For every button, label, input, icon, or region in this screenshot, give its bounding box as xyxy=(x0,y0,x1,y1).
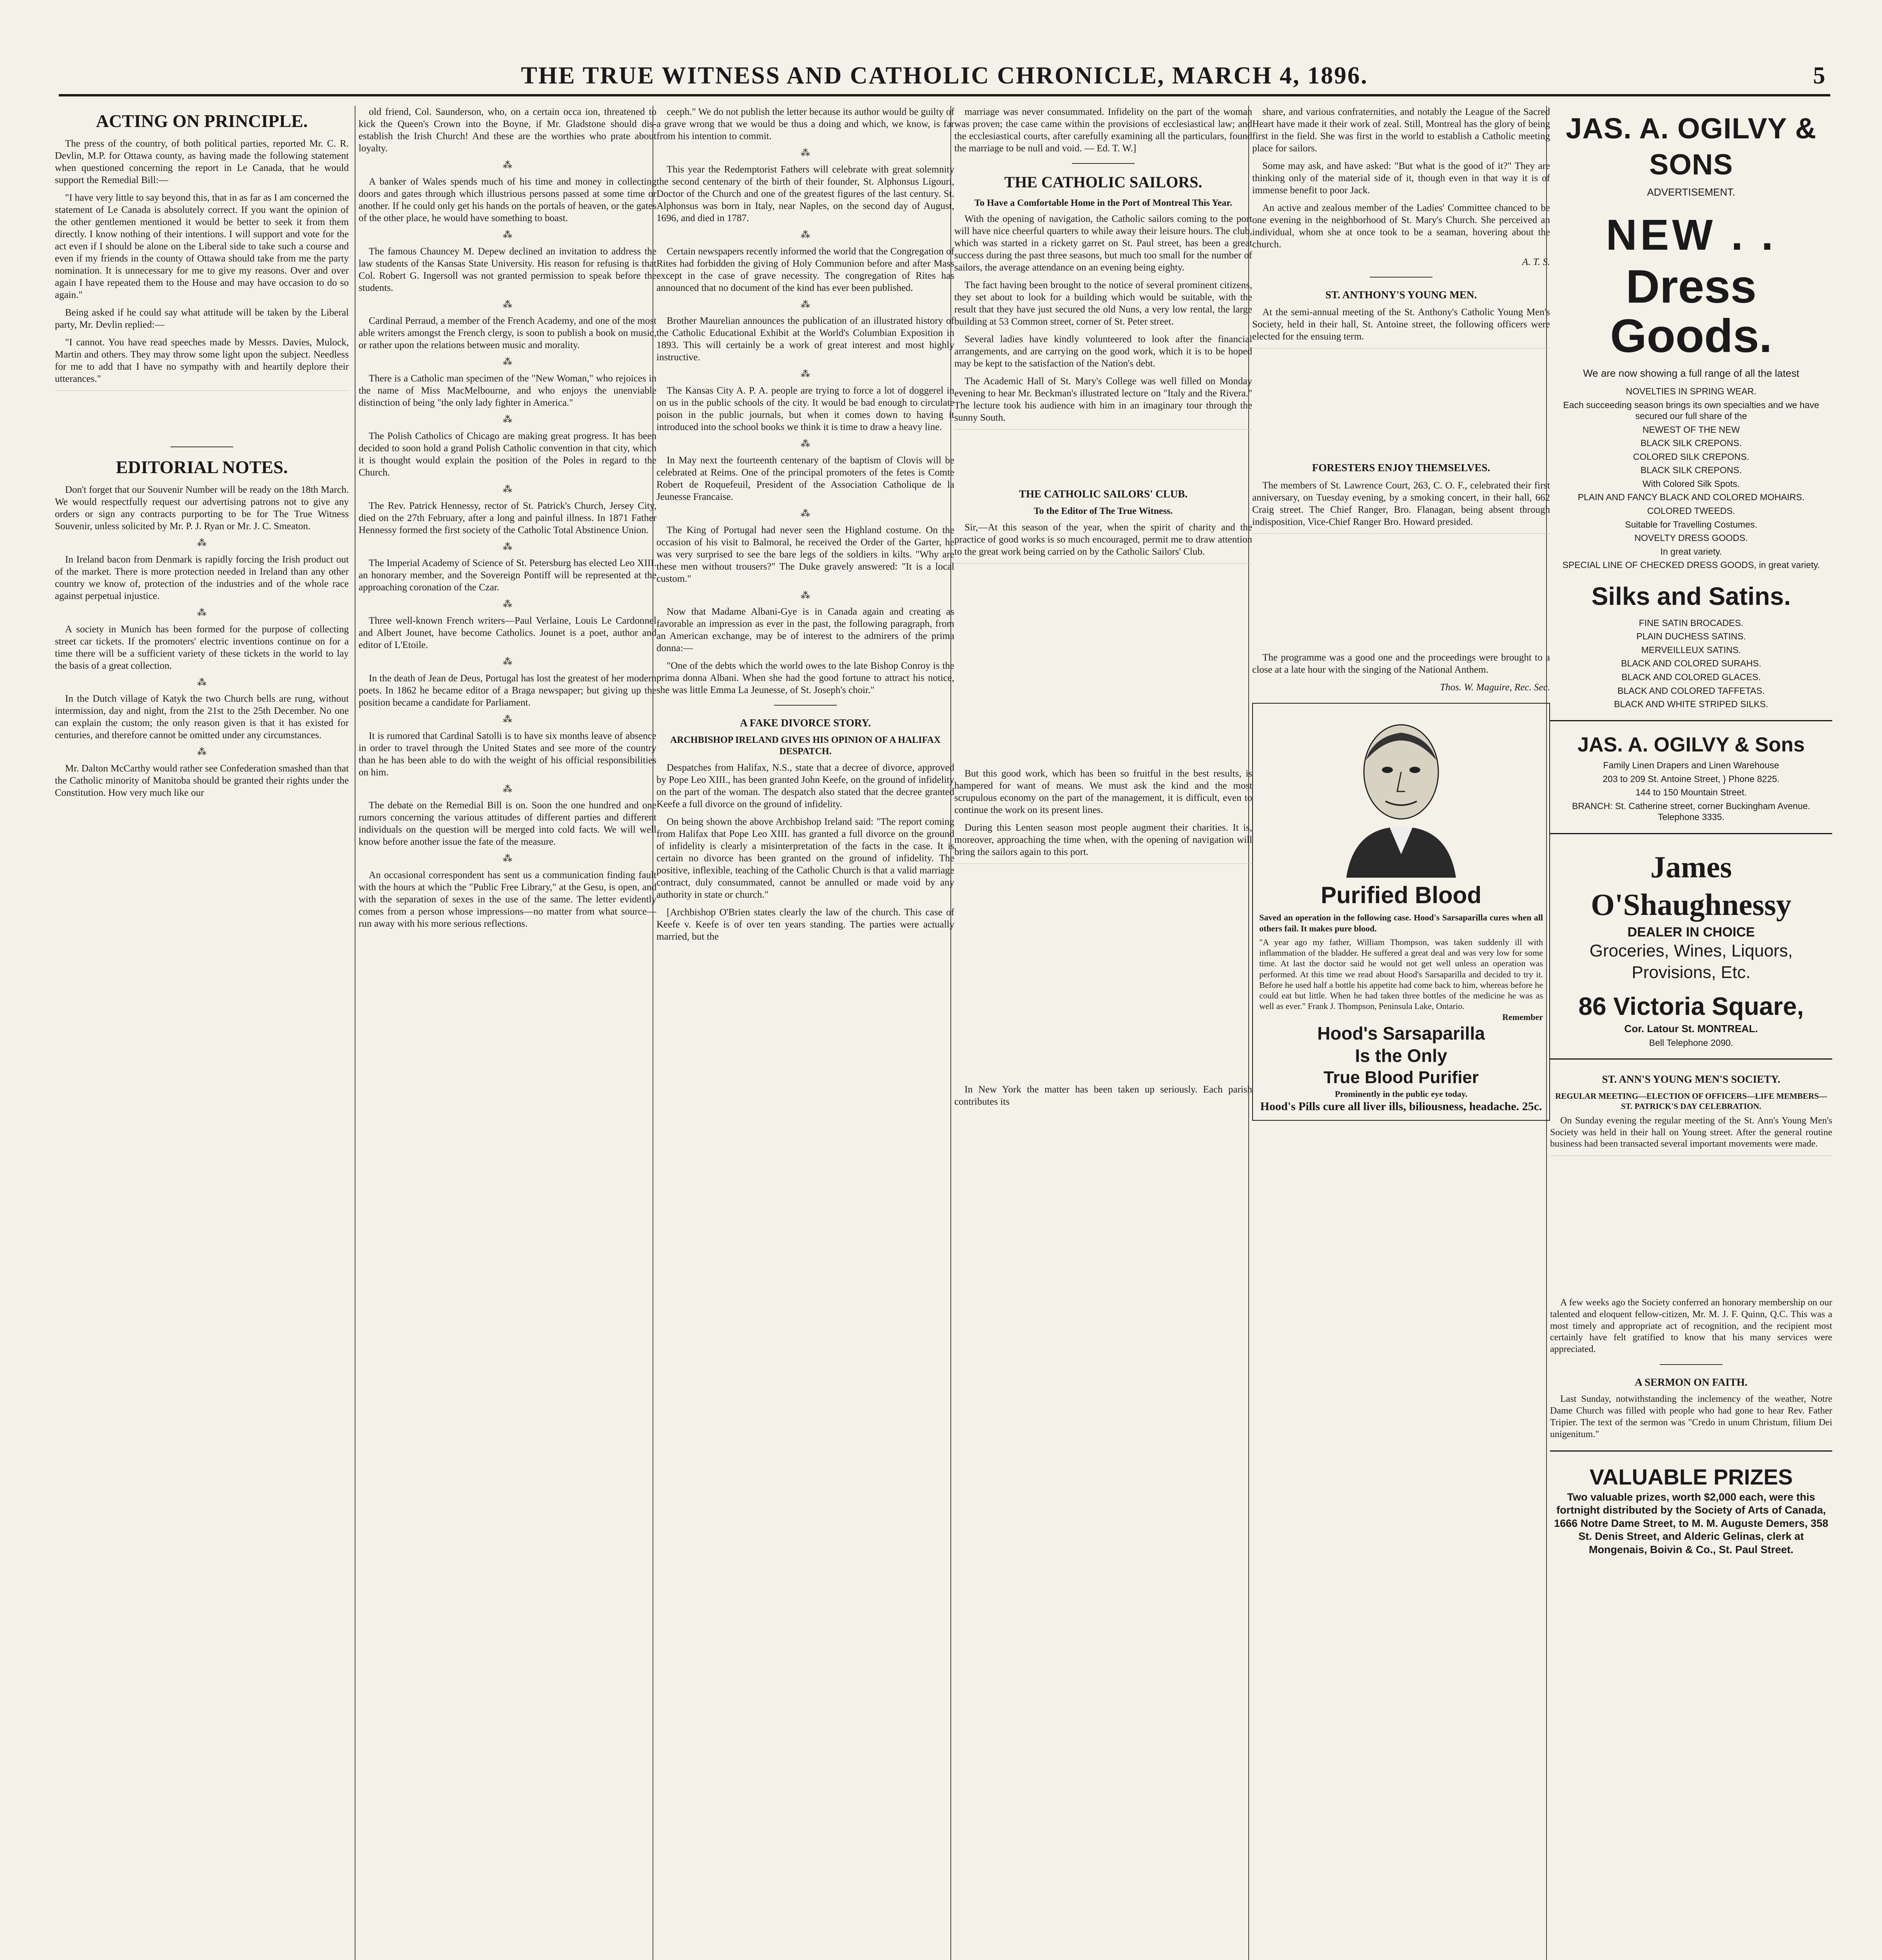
ogilvy-line: Suitable for Travelling Costumes. xyxy=(1625,519,1757,530)
asterism: ⁂ xyxy=(503,299,512,310)
article-signature: Thos. W. Maguire, Rec. Sec. xyxy=(1440,682,1550,693)
column-6-advertisements xyxy=(1550,106,1832,1960)
ogilvy-line: SPECIAL LINE OF CHECKED DRESS GOODS, in great variety. xyxy=(1562,560,1820,570)
headline-sermon-on-faith: A SERMON ON FAITH. xyxy=(1635,1376,1748,1388)
letter-paragraph: But this good work, which has been so fruitful in the best results, is hampered for want of means. We must ask the kind and the most scrupulous economy on the part of the management, it is difficult, even to continue the work on its present lines. xyxy=(954,768,1252,815)
separator xyxy=(170,446,233,447)
ogilvy-line: BLACK SILK CREPONS. xyxy=(1640,438,1742,448)
letter-paragraph: An active and zealous member of the Ladies' Committee chanced to be one evening in the neighborhood of St. Mary's Church. She perceived an individual, whom she at once took to be a seaman, hovering about the church. xyxy=(1252,203,1550,250)
headline-sailors-club: THE CATHOLIC SAILORS' CLUB. xyxy=(1019,488,1188,500)
ogilvy-address-line: 144 to 150 Mountain Street. xyxy=(1635,787,1747,798)
editorial-note: An occasional correspondent has sent us a communication finding fault with the hours at which the "Public Free Library," at the Gesu, is open, and with the separation of sexes in the use of the same. The letter evidently comes from a person whose impressions—no matter from what source—run away with his more serious reflections. xyxy=(359,870,656,929)
silk-line: BLACK AND COLORED SURAHS. xyxy=(1621,658,1761,669)
letter-paragraph: Some may ask, and have asked: "But what is the good of it?" They are thinking only of the material side of it, though even in that way it is of immense benefit to poor Jack. xyxy=(1252,161,1550,196)
headline-st-anns: ST. ANN'S YOUNG MEN'S SOCIETY. xyxy=(1602,1073,1780,1085)
article-paragraph: On being shown the above Archbishop Ireland said: "The report coming from Halifax that Pope Leo XIII. has granted a full divorce on the ground of infidelity is clearly a misinterpretation of the facts in the case. It is certain no divorce has been granted on the ground of infidelity. The positive, inflexible, teaching of the Catholic Church is that a valid marriage contract, duly consummated, cannot be annulled or made void by any authority in state or church." xyxy=(656,817,954,900)
asterism: ⁂ xyxy=(801,590,810,601)
asterism: ⁂ xyxy=(503,854,512,864)
page-number: 5 xyxy=(1813,62,1826,89)
letter-salutation: To the Editor of The True Witness. xyxy=(1033,506,1173,516)
advertisement-label: ADVERTISEMENT. xyxy=(1647,186,1735,198)
editorial-note: Certain newspapers recently informed the world that the Congregation of Rites had forbidden the giving of Holy Communion before and after Mass except in the case of grave necessity. The congregation of Rites has announced that no document of the kind has ever been published. xyxy=(656,246,954,293)
prizes-heading: VALUABLE PRIZES xyxy=(1589,1465,1793,1490)
headline-editorial-notes: EDITORIAL NOTES. xyxy=(116,457,288,477)
headline-fake-divorce-story: A FAKE DIVORCE STORY. xyxy=(740,717,871,729)
editorial-note: In May next the fourteenth centenary of the baptism of Clovis will be celebrated at Reims. One of the principal promoters of the fetes is Comte Robert de Roquefeuil, President of the Association Catholique de la Jeunesse Francaise. xyxy=(656,455,954,502)
asterism: ⁂ xyxy=(503,657,512,667)
illegible-text-region xyxy=(55,390,349,438)
illegible-text-region xyxy=(954,864,1252,1083)
editorial-note: Now that Madame Albani-Gye is in Canada again and creating as favorable an impression as ever in the past, the following paragraph, from an American exchange, may be of interest to the admirers of the prima donna:— xyxy=(656,606,954,654)
asterism: ⁂ xyxy=(503,714,512,725)
silks-heading: Silks and Satins. xyxy=(1591,582,1791,610)
ad-remember: Remember xyxy=(1502,1012,1543,1022)
subheadline: REGULAR MEETING—ELECTION OF OFFICERS—LIFE MEMBERS—ST. PATRICK'S DAY CELEBRATION. xyxy=(1555,1091,1827,1111)
ogilvy-heading: JAS. A. OGILVY & SONS xyxy=(1566,112,1817,181)
letter-paragraph: During this Lenten season most people augment their charities. It is, moreover, approaching the time when, with the opening of navigation will bring the sailors again to this port. xyxy=(954,822,1252,857)
editorial-note: Cardinal Perraud, a member of the French Academy, and one of the most able writers amongst the French clergy, is soon to publish a book on music, or rather upon the relations between music and morality. xyxy=(359,316,656,351)
article-paragraph: marriage was never consummated. Infidelity on the part of the woman was proven; the case came within the provisions of ecclesiastical law; and the ecclesiastical courts, after carefully examining all the particulars, found the marriage to be null and void. — Ed. T. W.] xyxy=(954,107,1252,154)
asterism: ⁂ xyxy=(801,439,810,449)
separator xyxy=(1072,163,1135,164)
illegible-text-region xyxy=(954,429,1252,477)
editorial-note: The debate on the Remedial Bill is on. Soon the one hundred and one rumors concerning the various attitudes of different parties and different individuals on the question will be merged into cold facts. We will well know before another issue the fate of the measure. xyxy=(359,800,656,848)
ogilvy-address-block xyxy=(1550,720,1832,823)
new-label: NEW . . xyxy=(1606,211,1777,259)
ad-is-the-only: Is the Only xyxy=(1355,1045,1447,1066)
silk-line: PLAIN DUCHESS SATINS. xyxy=(1636,631,1746,642)
ogilvy-line: BLACK SILK CREPONS. xyxy=(1640,465,1742,475)
ogilvy-intro: We are now showing a full range of all the latest xyxy=(1583,367,1799,379)
separator xyxy=(774,705,837,706)
asterism: ⁂ xyxy=(197,538,207,549)
ogilvy-address-line: BRANCH: St. Catherine street, corner Buckingham Avenue. Telephone 3335. xyxy=(1572,800,1811,822)
masthead xyxy=(59,59,1830,96)
asterism: ⁂ xyxy=(801,508,810,519)
asterism: ⁂ xyxy=(503,542,512,552)
article-paragraph: The members of St. Lawrence Court, 263, C. O. F., celebrated their first anniversary, on Tuesday evening, by a smoking concert, in their hall, 662 Craig street. The Chief Ranger, Bro. Flanagan, being absent through indisposition, Vice-Chief Ranger Bro. Howard presided. xyxy=(1252,480,1550,527)
victoria-square-address: 86 Victoria Square, xyxy=(1578,992,1804,1021)
article-paragraph: A few weeks ago the Society conferred an honorary membership on our talented and eloquent fellow-citizen, Mr. M. J. F. Quinn, Q.C. This was a most timely and appropriate act of recognition, and the recipient most certainly have felt gratified to know that his many services were appreciated. xyxy=(1550,1298,1832,1355)
groceries-label: Groceries, Wines, Liquors, Provisions, Etc. xyxy=(1589,941,1793,982)
editorial-note: Three well-known French writers—Paul Verlaine, Louis Le Cardonnel and Albert Jounet, have become Catholics. Jounet is a poet, author and editor of L'Etoile. xyxy=(359,615,656,650)
silk-line: BLACK AND COLORED GLACES. xyxy=(1621,672,1761,682)
asterism: ⁂ xyxy=(503,357,512,368)
illegible-text-region xyxy=(1252,534,1550,652)
letter-signature: A. T. S. xyxy=(1522,257,1550,267)
editorial-note: The Kansas City A. P. A. people are trying to force a lot of doggerel in on us in the public schools of the city. It would be bad enough to circulate poison in the public journals, but when it comes down to having it introduced into the school books we think it is time to draw a heavy line. xyxy=(656,385,954,432)
prizes-text: Two valuable prizes, worth $2,000 each, were this fortnight distributed by the Society of Arts of Canada, 1666 Notre Dame Street, to M. M. Auguste Demers, 358 St. Denis Street, and Alderic Gelinas, clerk at Mongenais, Boivin & Co., St. Paul Street. xyxy=(1554,1491,1828,1555)
ad-subtitle: Saved an operation in the following case. Hood's Sarsaparilla cures when all others fail. It makes pure blood. xyxy=(1259,913,1543,933)
ogilvy-address-line: 203 to 209 St. Antoine Street, } Phone 8225. xyxy=(1603,773,1780,784)
editorial-note: It is rumored that Cardinal Satolli is to have six months leave of absence in order to travel through the United States and see more of the country than he has been able to do with the weight of his official responsibilities on him. xyxy=(359,730,656,778)
asterism: ⁂ xyxy=(503,415,512,425)
article-quote: "I cannot. You have read speeches made by Messrs. Davies, Mulock, Martin and others. They may throw some light upon the subject. Needless for me to add that I have no sympathy with and heartily deplore their utterances." xyxy=(55,337,349,385)
article-quote: "I have very little to say beyond this, that in as far as I am concerned the statement of Le Canada is absolutely correct. If you want the opinion of the other gentlemen mentioned it would be better to seek it from them directly. I know nothing of their intentions. I will support and vote for the act even if I should be alone on the Liberal side to take such a course and even if my friends in the county of Ottawa should take from me the party nomination. It is unnecessary for me to give my reasons. Over and over again I have repeated them to the House and may have occasion to do so again." xyxy=(55,192,349,301)
asterism: ⁂ xyxy=(197,608,207,618)
asterism: ⁂ xyxy=(801,148,810,158)
letter-paragraph: In New York the matter has been taken up seriously. Each parish contributes its xyxy=(954,1084,1252,1107)
article-paragraph: Last Sunday, notwithstanding the inclemency of the weather, Notre Dame Church was filled with people who had gone to hear Rev. Father Tripier. The text of the sermon was "Credo in unum Christum, filium Dei unigenitum." xyxy=(1550,1394,1832,1439)
headline-foresters: FORESTERS ENJOY THEMSELVES. xyxy=(1312,462,1490,474)
prizes-notice xyxy=(1550,1450,1832,1556)
asterism: ⁂ xyxy=(503,484,512,495)
article-paragraph: Several ladies have kindly volunteered to look after the financial arrangements, and are carrying on the good work, which it is to be hoped may be kept to the satisfaction of the Nation's debt. xyxy=(954,334,1252,369)
ogilvy-line: NEWEST OF THE NEW xyxy=(1642,424,1740,435)
illegible-text-region xyxy=(1252,348,1550,450)
asterism: ⁂ xyxy=(801,230,810,240)
article-quote: "One of the debts which the world owes to the late Bishop Conroy is the prima donna Albani. When she had the good fortune to attract his notice, she was little Emma La Jeunesse, of St. Joseph's choir." xyxy=(656,661,954,696)
headline-catholic-sailors: THE CATHOLIC SAILORS. xyxy=(1004,173,1202,191)
editorial-note: There is a Catholic man specimen of the "New Woman," who rejoices in the name of Miss MacMelbourne, and who enjoys the unenviable distinction of being "the only lady fighter in America." xyxy=(359,373,656,408)
article-paragraph: Despatches from Halifax, N.S., state that a decree of divorce, approved by Pope Leo XIII., has been granted John Keefe, on the ground of infidelity on the part of the woman. The despatch also stated that the decree granted Keefe a full divorce on the ground of infidelity. xyxy=(656,762,954,810)
asterism: ⁂ xyxy=(503,599,512,610)
letter-paragraph: share, and various confraternities, and notably the League of the Sacred Heart have made it their work of zeal. Still, Montreal has the glory of being first in the field. She was first in the world to establish a Catholic meeting place for sailors. xyxy=(1252,107,1550,154)
subheadline: ARCHBISHOP IRELAND GIVES HIS OPINION OF A HALIFAX DESPATCH. xyxy=(670,735,941,757)
oshaughnessy-name: James O'Shaughnessy xyxy=(1591,849,1791,922)
editorial-note: The Rev. Patrick Hennessy, rector of St. Patrick's Church, Jersey City, died on the 27th February, after a long and painful illness. In 1871 Father Hennessy formed the first society of the Catholic Total Abstinence Union. xyxy=(359,500,656,535)
silk-line: BLACK AND COLORED TAFFETAS. xyxy=(1617,685,1765,696)
article-paragraph: On Sunday evening the regular meeting of the St. Ann's Young Men's Society was held in their hall on Young street. After the general routine business had been transacted several important movements were made. xyxy=(1550,1115,1832,1149)
asterism: ⁂ xyxy=(503,784,512,795)
article-paragraph: The programme was a good one and the proceedings were brought to a close at a late hour with the singing of the National Anthem. xyxy=(1252,652,1550,675)
headline-st-anthonys: ST. ANTHONY'S YOUNG MEN. xyxy=(1325,289,1477,301)
ogilvy-line: COLORED SILK CREPONS. xyxy=(1633,451,1750,462)
ogilvy-firm-name: JAS. A. OGILVY & Sons xyxy=(1577,733,1805,756)
column-3 xyxy=(656,106,954,1960)
ad-pills: Hood's Pills cure all liver ills, biliousness, headache. 25c. xyxy=(1260,1100,1542,1113)
editorial-note: The Imperial Academy of Science of St. Petersburg has elected Leo XIII. an honorary member, and the Sovereign Pontiff will be represented at the approaching coronation of the Czar. xyxy=(359,558,656,593)
column-5 xyxy=(1252,106,1550,1960)
illegible-text-region xyxy=(1550,1156,1832,1297)
editorial-note: In Ireland bacon from Denmark is rapidly forcing the Irish product out of the market. There is more protection needed in Ireland than any other country we know of, protection of the industries and of the whole race against perpetual injustice. xyxy=(55,554,349,601)
asterism: ⁂ xyxy=(801,299,810,310)
editorial-note: In the Dutch village of Katyk the two Church bells are rung, without intermission, day and night, from the 21st to the 25th December. No one can explain the custom; the only reason given is that it has existed for centuries, and therefore cannot be omitted under any circumstances. xyxy=(55,693,349,741)
article-paragraph: [Archbishop O'Brien states clearly the law of the church. This case of Keefe v. Keefe is of over ten years standing. The parties were actually married, but the xyxy=(656,907,954,942)
goods-label: Goods. xyxy=(1610,310,1772,363)
editorial-note: The famous Chauncey M. Depew declined an invitation to address the law students of the Kansas State University. His reason for refusing is that Col. Robert G. Ingersoll was not granted permission to speak before the students. xyxy=(359,246,656,293)
dress-label: Dress xyxy=(1626,260,1757,313)
headline-acting-on-principle: ACTING ON PRINCIPLE. xyxy=(96,111,308,131)
article-paragraph: The Academic Hall of St. Mary's College was well filled on Monday evening to hear Mr. Beckman's illustrated lecture on "Italy and the Rivera." The lecture took his audience with him in an imaginary tour through the sunny South. xyxy=(954,376,1252,423)
oshaughnessy-ad xyxy=(1550,833,1832,1049)
editorial-note: Mr. Dalton McCarthy would rather see Confederation smashed than that the Catholic minority of Manitoba should be granted their rights under the Constitution. How very much like our xyxy=(55,763,349,799)
dealer-label: DEALER IN CHOICE xyxy=(1627,925,1755,940)
subheadline: To Have a Comfortable Home in the Port of Montreal This Year. xyxy=(974,198,1232,208)
column-1 xyxy=(55,106,349,1960)
ogilvy-line: NOVELTIES IN SPRING WEAR. xyxy=(1626,386,1757,397)
ad-title: Purified Blood xyxy=(1321,882,1481,908)
ogilvy-line: COLORED TWEEDS. xyxy=(1647,506,1735,516)
ad-prominent: Prominently in the public eye today. xyxy=(1334,1089,1468,1099)
letter-paragraph: Sir,—At this season of the year, when the spirit of charity and the practice of good works is so much encouraged, permit me to draw attention to the great work being carried on by the Catholic Sailors' Club. xyxy=(954,522,1252,557)
article-paragraph: At the semi-annual meeting of the St. Anthony's Catholic Young Men's Society, held in their hall, St. Antoine street, the following officers were elected for the ensuing term. xyxy=(1252,307,1550,342)
editorial-note: old friend, Col. Saunderson, who, on a certain occa ion, threatened to kick the Queen's Crown into the Boyne, if Mr. Gladstone should dis-establish the Irish Church! And these are the worthies who prate about loyalty. xyxy=(359,107,656,154)
asterism: ⁂ xyxy=(197,747,207,758)
hoods-sarsaparilla-ad xyxy=(1252,703,1550,1121)
silk-line: MERVEILLEUX SATINS. xyxy=(1641,644,1741,655)
asterism: ⁂ xyxy=(503,230,512,240)
article-paragraph: Being asked if he could say what attitude will be taken by the Liberal party, Mr. Devlin replied:— xyxy=(55,307,349,330)
editorial-note: The Polish Catholics of Chicago are making great progress. It has been decided to soon hold a grand Polish Catholic convention in that city, which it is thought would explain the position of the Poles in regard to the Church. xyxy=(359,430,656,478)
editorial-note: Don't forget that our Souvenir Number will be ready on the 18th March. We would respectfully request our advertising patrons not to give any orders or sign any contracts purporting to be for The True Witness Souvenir, unless solicited by Mr. P. J. Ryan or Mr. J. C. Smeaton. xyxy=(55,485,349,532)
separator xyxy=(1370,277,1432,278)
asterism: ⁂ xyxy=(197,677,207,688)
separator xyxy=(1660,1364,1722,1365)
editorial-note: In the death of Jean de Deus, Portugal has lost the greatest of her modern poets. In 1862 he became editor of a Braga newspaper; but giving up the position became a candidate for Parliament. xyxy=(359,673,656,708)
column-2 xyxy=(359,106,656,1960)
editorial-note: ceeph." We do not publish the letter because its author would be guilty of a grave wrong that we would be thus a doing and which, we know, is far from his intention to commit. xyxy=(656,107,954,142)
article-paragraph: The fact having been brought to the notice of several prominent citizens, they set about to look for a building which would be suitable, with the result that they have just secured the old Nuns, a very low rental, the large building at 53 Common street, corner of St. Peter street. xyxy=(954,280,1252,327)
article-paragraph: With the opening of navigation, the Catholic sailors coming to the port will have nice cheerful quarters to while away their leisure hours. The club, which was started in a rickety garret on St. Paul street, has been a great success during the past three seasons, but much too small for the number of sailors, the average attendance on an evening being eighty. xyxy=(954,214,1252,273)
article-paragraph: The press of the country, of both political parties, reported Mr. C. R. Devlin, M.P. for Ottawa county, as having made the following statement when questioned concerning the report in Le Canada, that he would support the Remedial Bill:— xyxy=(55,138,349,186)
asterism: ⁂ xyxy=(503,160,512,171)
telephone-line: Bell Telephone 2090. xyxy=(1649,1037,1733,1048)
masthead-title: THE TRUE WITNESS AND CATHOLIC CHRONICLE, MARCH 4, 1896. xyxy=(521,62,1368,89)
corner-address: Cor. Latour St. MONTREAL. xyxy=(1624,1022,1758,1034)
ogilvy-line: NOVELTY DRESS GOODS. xyxy=(1634,533,1748,543)
silk-line: BLACK AND WHITE STRIPED SILKS. xyxy=(1614,699,1768,710)
ogilvy-line: Each succeeding season brings its own specialties and we have secured our full share of the xyxy=(1563,399,1819,421)
column-4 xyxy=(954,106,1252,1960)
ogilvy-line: In great variety. xyxy=(1660,546,1722,557)
ogilvy-line: PLAIN AND FANCY BLACK AND COLORED MOHAIRS. xyxy=(1577,492,1805,503)
editorial-note: Brother Maurelian announces the publication of an illustrated history of the Catholic Educational Exhibit at the World's Columbian Exposition in 1893. This will certainly be a work of great interest and most highly instructive. xyxy=(656,316,954,363)
asterism: ⁂ xyxy=(801,369,810,380)
editorial-note: A banker of Wales spends much of his time and money in collecting doors and gates through which illustrious persons passed at some time or another. If he could only get his hands on the portals of heaven, or the gates of the other place, he would have something to boast. xyxy=(359,176,656,223)
st-anns-article xyxy=(1550,1058,1832,1440)
portrait-engraving xyxy=(1331,713,1472,878)
silk-line: FINE SATIN BROCADES. xyxy=(1639,617,1744,628)
ad-purifier: True Blood Purifier xyxy=(1323,1068,1479,1087)
ad-brand: Hood's Sarsaparilla xyxy=(1317,1023,1485,1044)
editorial-note: The King of Portugal had never seen the Highland costume. On the occasion of his visit to Balmoral, he received the Order of the Garter, he was very surprised to see the bare legs of the soldiers in kilts. "Why are these men without trousers?" The Duke gravely answered: "It is a local custom." xyxy=(656,524,954,584)
editorial-note: A society in Munich has been formed for the purpose of collecting street car tickets. If the promoters' electric inventions continue on for a time there will be a sufficient variety of these tickets in the world to lay the basis of a great collection. xyxy=(55,624,349,671)
editorial-note: This year the Redemptorist Fathers will celebrate with great solemnity the second centenary of the birth of their founder, St. Alphonsus Ligouri, Doctor of the Church and one of the greatest figures of the last century. St. Alphonsus was born in Italy, near Naples, on the second day of August, 1696, and died in 1787. xyxy=(656,164,954,223)
ad-testimonial: "A year ago my father, William Thompson, was taken suddenly ill with inflammation of the bladder. He suffered a great deal and was very low for some time. At last the doctor said he would not get well unless an operation was performed. At this time we read about Hood's Sarsaparilla and decided to try it. Before he used half a bottle his appetite had come back to him, whereas before he could eat but little. When he had taken three bottles of the medicine he was as well as ever." Frank J. Thompson, Peninsula Lake, Ontario. xyxy=(1259,937,1543,1011)
ogilvy-address-line: Family Linen Drapers and Linen Warehouse xyxy=(1603,760,1779,771)
illegible-text-region xyxy=(954,563,1252,768)
ogilvy-line: With Colored Silk Spots. xyxy=(1643,478,1740,489)
